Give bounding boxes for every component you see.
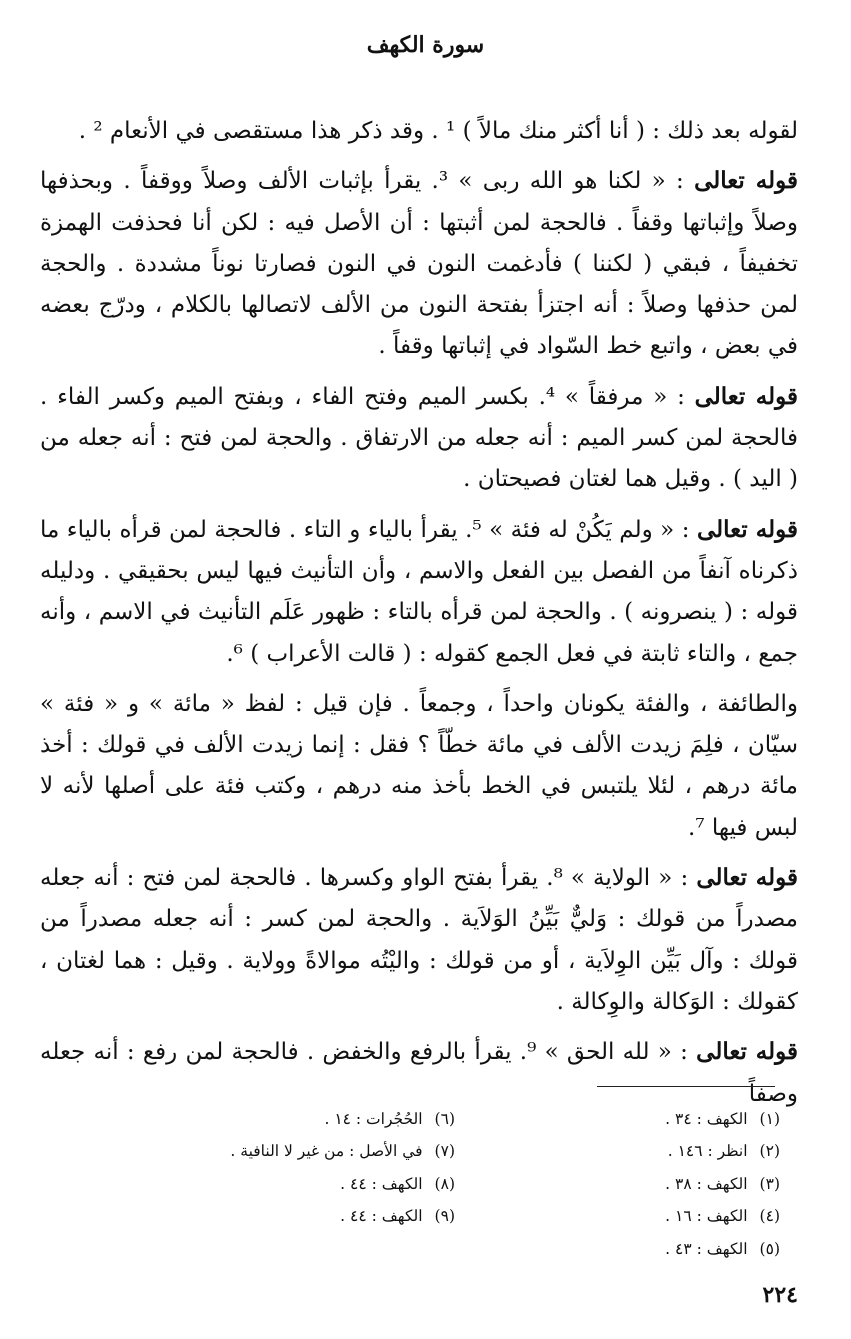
paragraph-text: : « لله الحق » ⁹. يقرأ بالرفع والخفض . فالحجة لمن رفع : أنه جعله وصفاً bbox=[40, 1039, 798, 1107]
footnote-ref: الكهف : ٣٨ . bbox=[665, 1174, 748, 1193]
page-number: ٢٢٤ bbox=[762, 1282, 798, 1308]
paragraph-text: لقوله بعد ذلك : ( أنا أكثر منك مالاً ) ¹ . وقد ذكر هذا مستقصى في الأنعام ² . bbox=[78, 118, 798, 144]
footnote-ref: انظر : ١٤٦ . bbox=[667, 1142, 748, 1161]
footnote bbox=[600, 1233, 780, 1265]
footnote-ref: الحُجُرات : ١٤ . bbox=[324, 1110, 423, 1128]
footnote bbox=[200, 1103, 455, 1135]
main-text bbox=[40, 110, 798, 1123]
paragraph bbox=[40, 509, 798, 675]
page-header-title: سورة الكهف bbox=[366, 32, 485, 58]
paragraph-lead: قوله تعالى bbox=[694, 382, 799, 410]
paragraph-text: : « الولاية » ⁸. يقرأ بفتح الواو وكسرها . فالحجة لمن فتح : أنه جعله مصدراً من قولك : وَليٌّ بَيِّنُ الوَلاَية . والحجة لمن كسر : أنه جعله مصدراً من قولك : وآل بَيِّن الوِلاَية ، أو من قولك : واليْتُه موالاةً وولاية . وقيل : هما لغتان ، كقولك : الوَكالة والوِكالة . bbox=[40, 865, 798, 1015]
footnote-number: (٨) bbox=[434, 1174, 455, 1193]
paragraph-text: : « ولم يَكُنْ له فئة » ⁵. يقرأ بالياء و التاء . فالحجة لمن قرأه بالياء ما ذكرناه آنفاً من الفصل بين الفعل والاسم ، وأن التأنيث فيها ليس بحقيقي . ودليله قوله : ( ينصرونه ) . والحجة لمن قرأه بالتاء : ظهور عَلَم التأنيث في الاسم ، وأنه جمع ، والتاء ثابتة في فعل الجمع كقوله : ( قالت الأعراب ) ⁶. bbox=[40, 516, 798, 667]
footnote-ref: الكهف : ٣٤ . bbox=[665, 1110, 748, 1128]
footnote-ref: الكهف : ٤٤ . bbox=[340, 1174, 423, 1193]
paragraph bbox=[40, 683, 798, 849]
footnotes-left-column bbox=[200, 1103, 455, 1233]
paragraph-text: : « لكنا هو الله ربى » ³. يقرأ بإثبات الألف وصلاً ووقفاً . وبحذفها وصلاً وإثباتها وقفاً . فالحجة لمن أثبتها : أن الأصل فيه : لكن أنا فحذفت الهمزة تخفيفاً ، فبقي ( لكننا ) فأدغمت النون في النون فصارتا نوناً مشددة . والحجة لمن حذفها وصلاً : أنه اجتزأ بفتحة النون من الألف لاتصالها بالكلام ، ودرّج بعضه في بعض ، واتبع خط السّواد في إثباتها وقفاً . bbox=[40, 168, 798, 360]
footnote-separator bbox=[597, 1086, 775, 1087]
footnote bbox=[200, 1200, 455, 1232]
paragraph-lead: قوله تعالى bbox=[696, 1038, 799, 1066]
footnote-number: (١) bbox=[759, 1110, 780, 1128]
paragraph-lead: قوله تعالى bbox=[696, 515, 799, 543]
footnote bbox=[600, 1135, 780, 1167]
footnote bbox=[600, 1200, 780, 1232]
footnote bbox=[600, 1168, 780, 1200]
paragraph-lead: قوله تعالى bbox=[696, 864, 799, 892]
footnote-number: (٤) bbox=[759, 1207, 780, 1226]
paragraph-lead: قوله تعالى bbox=[694, 167, 799, 195]
footnotes-right-column bbox=[600, 1103, 780, 1265]
paragraph bbox=[40, 110, 798, 152]
footnote bbox=[600, 1103, 780, 1135]
footnote-number: (٧) bbox=[434, 1142, 455, 1161]
footnote-ref: الكهف : ٤٤ . bbox=[340, 1207, 423, 1226]
paragraph bbox=[40, 857, 798, 1023]
footnote bbox=[200, 1168, 455, 1200]
footnote-number: (٦) bbox=[434, 1110, 455, 1128]
paragraph-text: : « مرفقاً » ⁴. بكسر الميم وفتح الفاء ، وبفتح الميم وكسر الفاء . فالحجة لمن كسر الميم : أنه جعله من الارتفاق . والحجة لمن فتح : أنه جعله من ( اليد ) . وقيل هما لغتان فصيحتان . bbox=[40, 383, 798, 493]
footnote-ref: الكهف : ٤٣ . bbox=[665, 1239, 748, 1258]
footnote-ref: في الأصل : من غير لا النافية . bbox=[230, 1142, 423, 1161]
footnote-number: (٣) bbox=[759, 1174, 780, 1193]
footnote-number: (٥) bbox=[759, 1239, 780, 1258]
paragraph-text: والطائفة ، والفئة يكونان واحداً ، وجمعاً . فإن قيل : لفظ « مائة » و « فئة » سيّان ، فلِمَ زيدت الألف في مائة خطّاً ؟ فقل : إنما زيدت الألف في قولك : أخذ مائة درهم ، لئلا يلتبس في الخط بأخذ منه درهم ، وكتب فئة على أصلها لأنه لا لبس فيها ⁷. bbox=[40, 690, 798, 841]
footnote-ref: الكهف : ١٦ . bbox=[665, 1207, 748, 1226]
footnote-number: (٩) bbox=[434, 1207, 455, 1226]
paragraph bbox=[40, 376, 798, 501]
footnote-number: (٢) bbox=[759, 1142, 780, 1161]
paragraph bbox=[40, 160, 798, 367]
footnote bbox=[200, 1135, 455, 1167]
